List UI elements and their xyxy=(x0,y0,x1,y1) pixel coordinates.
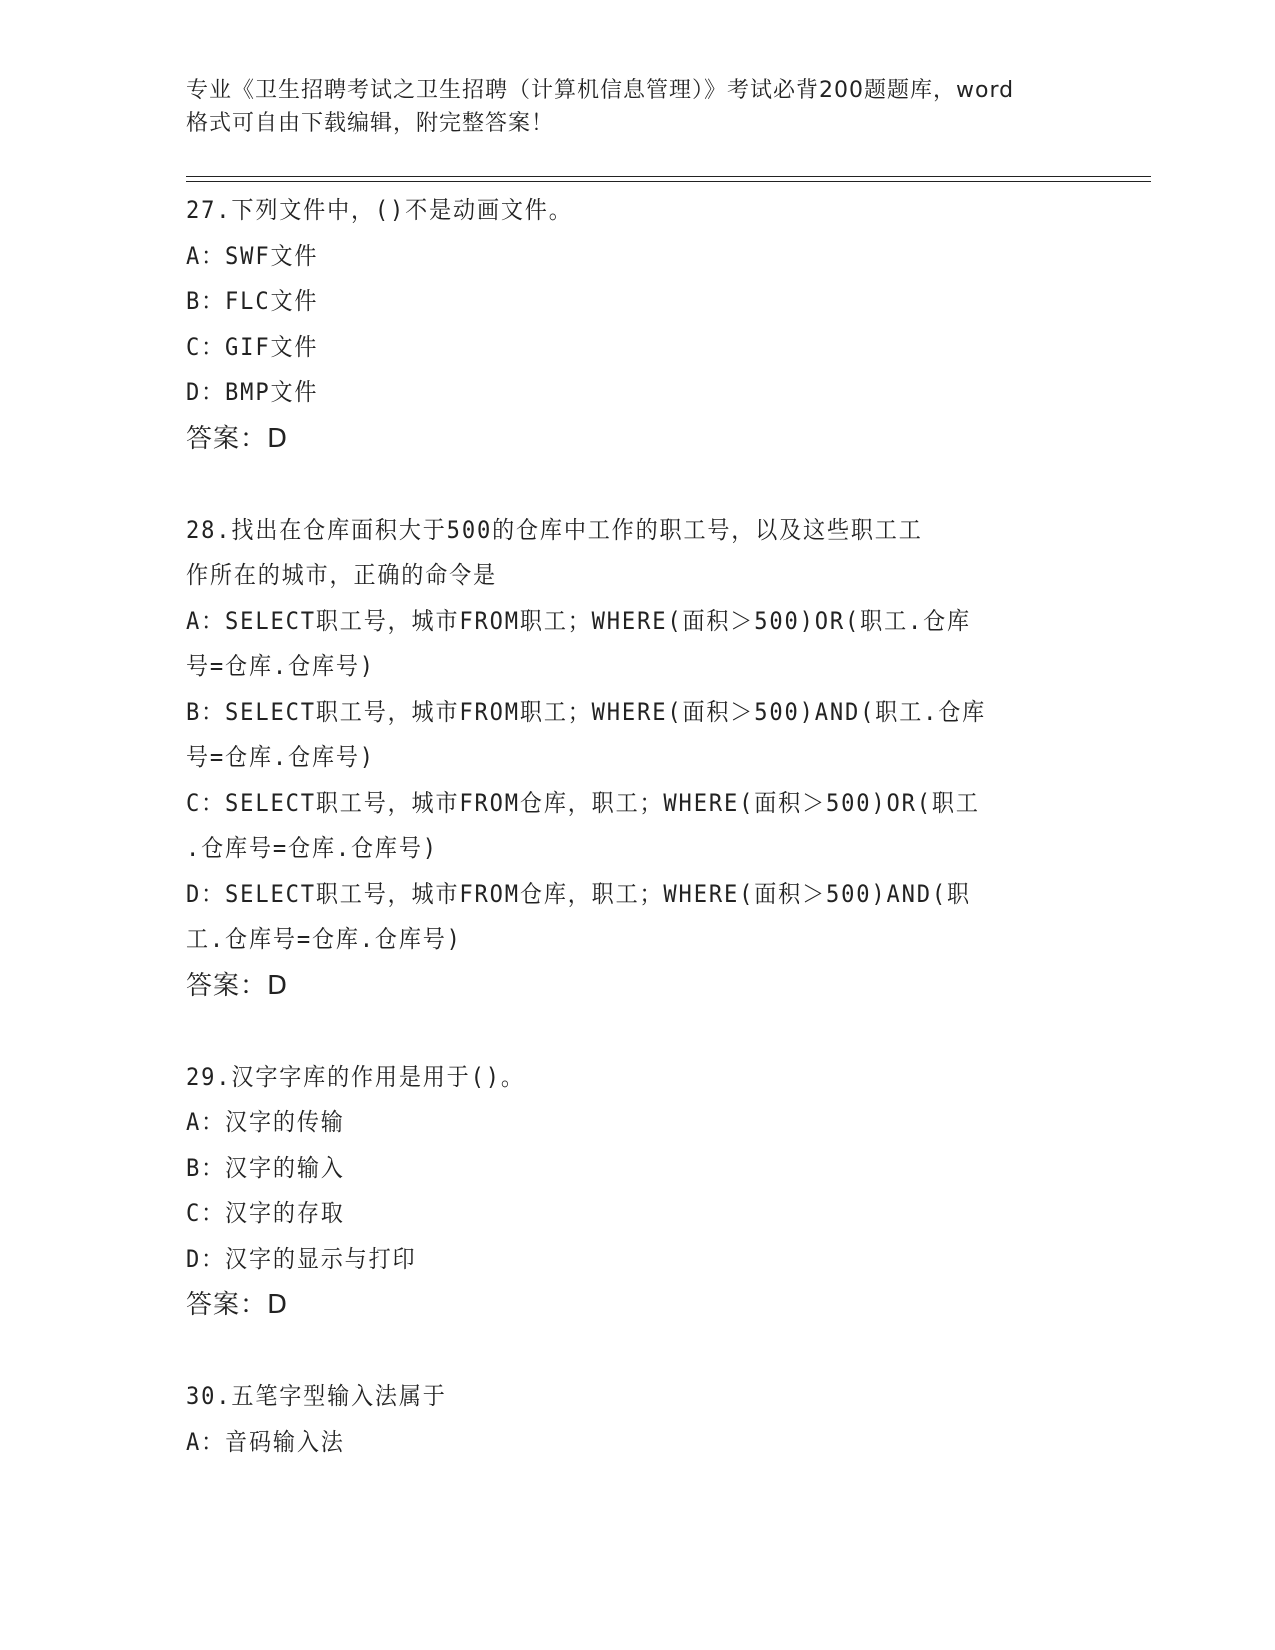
option-c: C：SELECT职工号，城市FROM仓库，职工；WHERE(面积＞500)OR(职工 xyxy=(186,788,980,817)
option-d: D：SELECT职工号，城市FROM仓库，职工；WHERE(面积＞500)AND(职 xyxy=(186,879,971,908)
question-27 xyxy=(186,188,1086,462)
option-d-continued: 工.仓库号=仓库.仓库号) xyxy=(186,925,462,953)
option-c-continued: .仓库号=仓库.仓库号) xyxy=(186,834,438,862)
header-line-1: 专业《卫生招聘考试之卫生招聘（计算机信息管理）》考试必背200题题库，word xyxy=(186,78,1015,103)
header-line-2: 格式可自由下载编辑，附完整答案！ xyxy=(186,111,555,136)
question-text: 27.下列文件中，()不是动画文件。 xyxy=(186,196,573,224)
question-spacer xyxy=(186,1328,1086,1374)
option-d: D：汉字的显示与打印 xyxy=(186,1244,417,1273)
question-29 xyxy=(186,1055,1086,1329)
answer-text: 答案：D xyxy=(186,423,289,454)
option-b: B：FLC文件 xyxy=(186,287,319,315)
document-header xyxy=(186,74,1086,140)
option-b-continued: 号=仓库.仓库号) xyxy=(186,743,375,771)
option-a-continued: 号=仓库.仓库号) xyxy=(186,652,375,680)
header-divider-top xyxy=(186,176,1151,177)
question-list xyxy=(186,188,1086,1465)
option-a: A：汉字的传输 xyxy=(186,1108,345,1136)
option-b: B：汉字的输入 xyxy=(186,1153,345,1182)
question-spacer xyxy=(186,462,1086,508)
answer-text: 答案：D xyxy=(186,1290,289,1320)
option-c: C：汉字的存取 xyxy=(186,1199,345,1227)
option-a: A：音码输入法 xyxy=(186,1427,345,1456)
option-c: C：GIF文件 xyxy=(186,332,319,361)
question-28 xyxy=(186,508,1086,1009)
option-a: A：SWF文件 xyxy=(186,241,319,270)
question-text: 30.五笔字型输入法属于 xyxy=(186,1382,447,1410)
question-30 xyxy=(186,1374,1086,1465)
option-d: D：BMP文件 xyxy=(186,378,319,406)
question-spacer xyxy=(186,1009,1086,1055)
option-a: A：SELECT职工号，城市FROM职工；WHERE(面积＞500)OR(职工.仓库 xyxy=(186,606,971,635)
question-text: 29.汉字字库的作用是用于()。 xyxy=(186,1062,525,1091)
header-divider-bottom xyxy=(186,181,1151,182)
answer-text: 答案：D xyxy=(186,970,289,1001)
option-b: B：SELECT职工号，城市FROM职工；WHERE(面积＞500)AND(职工.仓库 xyxy=(186,697,987,726)
question-text: 28.找出在仓库面积大于500的仓库中工作的职工号，以及这些职工工 xyxy=(186,515,923,544)
question-text-continued: 作所在的城市，正确的命令是 xyxy=(186,561,497,589)
